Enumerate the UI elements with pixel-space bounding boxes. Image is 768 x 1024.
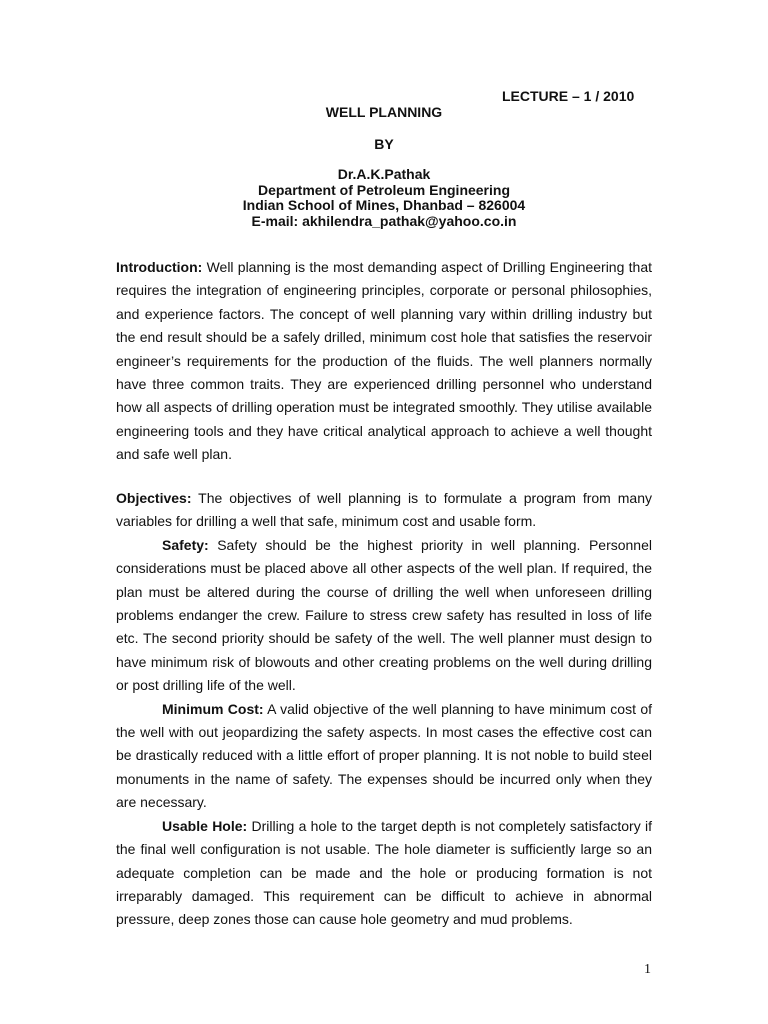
author-name: Dr.A.K.Pathak: [337, 166, 431, 182]
usable-hole-heading: Usable Hole:: [162, 817, 248, 834]
page-number: 1: [644, 962, 651, 977]
introduction-section: [116, 256, 652, 467]
usable-hole-text: Drilling a hole to the target depth is not completely satisfactory if the final well configuration is not usable. The hole diameter is sufficiently large so an adequate completion can be made and the hole or producing formation is not irreparably damaged. This requirement can be difficult to achieve in abnormal pressure, deep zones those can cause hole geometry and mud problems.: [116, 817, 652, 928]
document-title: WELL PLANNING: [325, 104, 443, 120]
by-line: BY: [374, 136, 394, 152]
author-block: [0, 167, 768, 229]
institute: Indian School of Mines, Dhanbad – 826004: [242, 197, 526, 213]
objectives-text: The objectives of well planning is to formulate a program from many variables for drilling a well that safe, minimum cost and usable form.: [116, 490, 652, 530]
lecture-number: LECTURE – 1 / 2010: [502, 88, 635, 104]
objectives-heading: Objectives:: [116, 490, 192, 506]
safety-text: Safety should be the highest priority in well planning. Personnel considerations must be placed above all other aspects of the well plan. If required, the plan must be altered during the course of drilling the well when unforeseen drilling problems endanger the crew. Failure to stress crew safety has resulted in loss of life etc. The second priority should be safety of the well. The well planner must design to have minimum risk of blowouts and other creating problems on the well during drilling or post drilling life of the well.: [116, 536, 652, 694]
minimum-cost-paragraph: [116, 698, 652, 815]
objectives-paragraph: [116, 487, 652, 534]
usable-hole-paragraph: [116, 815, 652, 932]
minimum-cost-text: A valid objective of the well planning to have minimum cost of the well with out jeopardizing the safety aspects. In most cases the effective cost can be drastically reduced with a little effort of proper planning. It is not noble to build steel monuments in the name of safety. The expenses should be incurred only when they are necessary.: [116, 700, 653, 811]
objectives-section: [116, 487, 652, 932]
department: Department of Petroleum Engineering: [257, 181, 511, 198]
introduction-heading: Introduction:: [116, 259, 203, 275]
introduction-text: Well planning is the most demanding aspect of Drilling Engineering that requires the integration of engineering principles, corporate or personal philosophies, and experience factors. The concept of well planning vary within drilling industry but the end result should be a safely drilled, minimum cost hole that satisfies the reservoir engineer’s requirements for the production of the fluids. The well planners normally have three common traits. They are experienced drilling personnel who understand how all aspects of drilling operation must be integrated smoothly. They utilise available engineering tools and they have critical analytical approach to achieve a well thought and safe well plan.: [116, 259, 652, 463]
safety-heading: Safety:: [162, 536, 209, 553]
safety-paragraph: [116, 534, 652, 698]
introduction-paragraph: [116, 256, 652, 467]
email: E-mail: akhilendra_pathak@yahoo.co.in: [251, 212, 517, 229]
minimum-cost-heading: Minimum Cost:: [162, 700, 264, 717]
